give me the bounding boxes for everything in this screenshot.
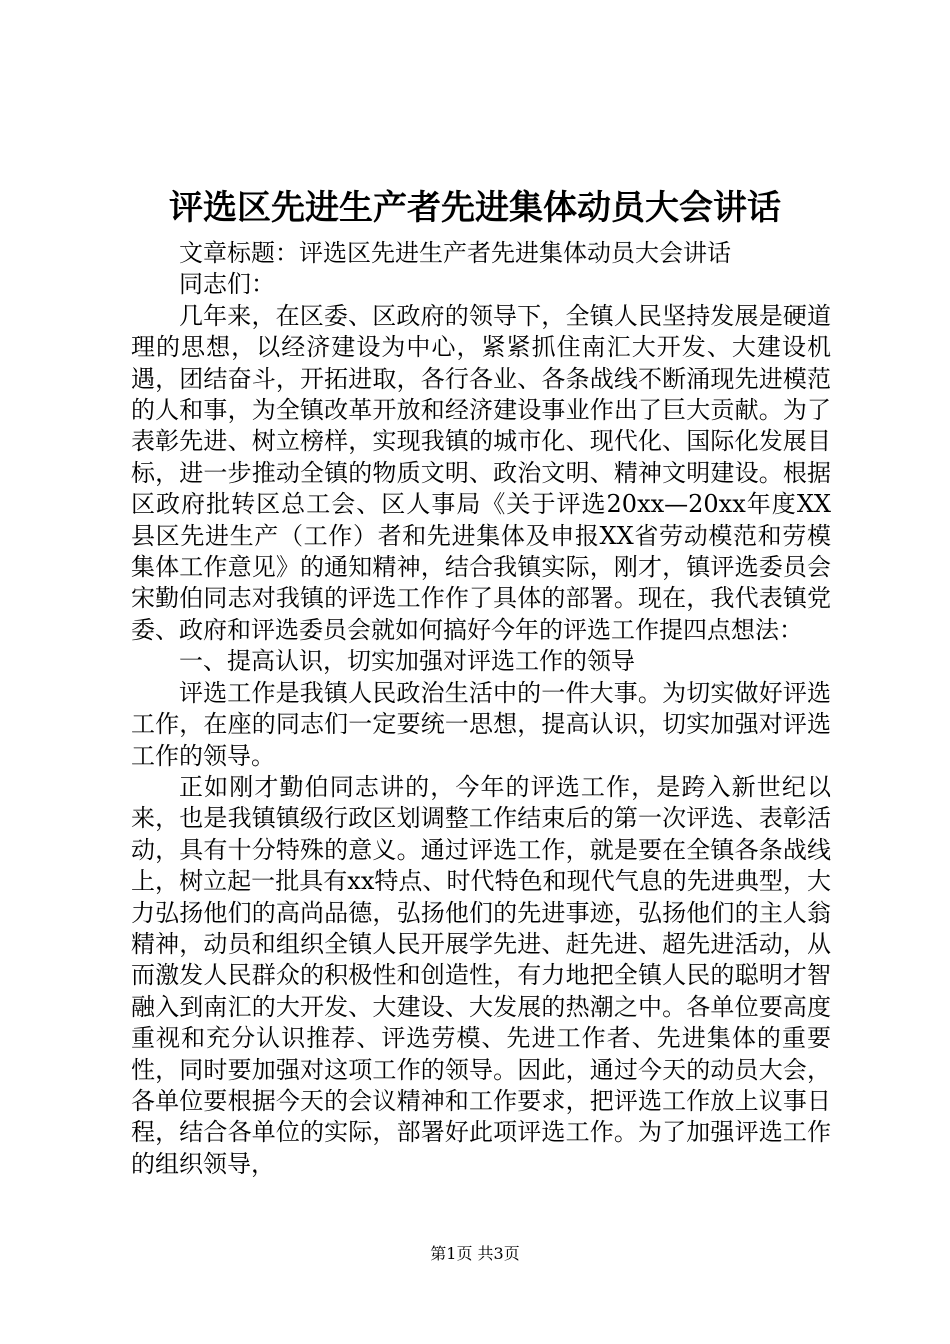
article-title-line: 文章标题：评选区先进生产者先进集体动员大会讲话 — [179, 239, 731, 267]
paragraph: 评选工作是我镇人民政治生活中的一件大事。为切实做好评选工作，在座的同志们一定要统一思想，提高认识，切实加强对评选工作的领导。 — [131, 678, 831, 770]
salutation: 同志们： — [179, 270, 275, 299]
page-footer: 第1页 共3页 — [430, 1244, 520, 1263]
section-heading: 一、提高认识，切实加强对评选工作的领导 — [179, 647, 635, 676]
paragraph: 几年来，在区委、区政府的领导下，全镇人民坚持发展是硬道理的思想，以经济建设为中心，紧紧抓住南汇大开发、大建设机遇，团结奋斗，开拓进取，各行各业、各条战线不断涌现先进模范的人和事，为全镇改革开放和经济建设事业作出了巨大贡献。为了表彰先进、树立榜样，实现我镇的城市化、现代化、国际化发展目标，进一步推动全镇的物质文明、政治文明、精神文明建设。根据区政府批转区总工会、区人事局《关于评选20xx—20xx年度XX县区先进生产（工作）者和先进集体及申报XX省劳动模范和劳模集体工作意见》的通知精神，结合我镇实际，刚才，镇评选委员会宋勤伯同志对我镇的评选工作作了具体的部署。现在，我代表镇党委、政府和评选委员会就如何搞好今年的评选工作提四点想法： — [131, 301, 831, 644]
paragraph: 正如刚才勤伯同志讲的，今年的评选工作，是跨入新世纪以来，也是我镇镇级行政区划调整工作结束后的第一次评选、表彰活动，具有十分特殊的意义。通过评选工作，就是要在全镇各条战线上，树立起一批具有xx特点、时代特色和现代气息的先进典型，大力弘扬他们的高尚品德，弘扬他们的先进事迹，弘扬他们的主人翁精神，动员和组织全镇人民开展学先进、赶先进、超先进活动，从而激发人民群众的积极性和创造性，有力地把全镇人民的聪明才智融入到南汇的大开发、大建设、大发展的热潮之中。各单位要高度重视和充分认识推荐、评选劳模、先进工作者、先进集体的重要性，同时要加强对这项工作的领导。因此，通过今天的动员大会，各单位要根据今天的会议精神和工作要求，把评选工作放上议事日程，结合各单位的实际，部署好此项评选工作。为了加强评选工作的组织领导， — [131, 772, 831, 1178]
document-body — [131, 238, 831, 1180]
document-title: 评选区先进生产者先进集体动员大会讲话 — [169, 188, 781, 228]
